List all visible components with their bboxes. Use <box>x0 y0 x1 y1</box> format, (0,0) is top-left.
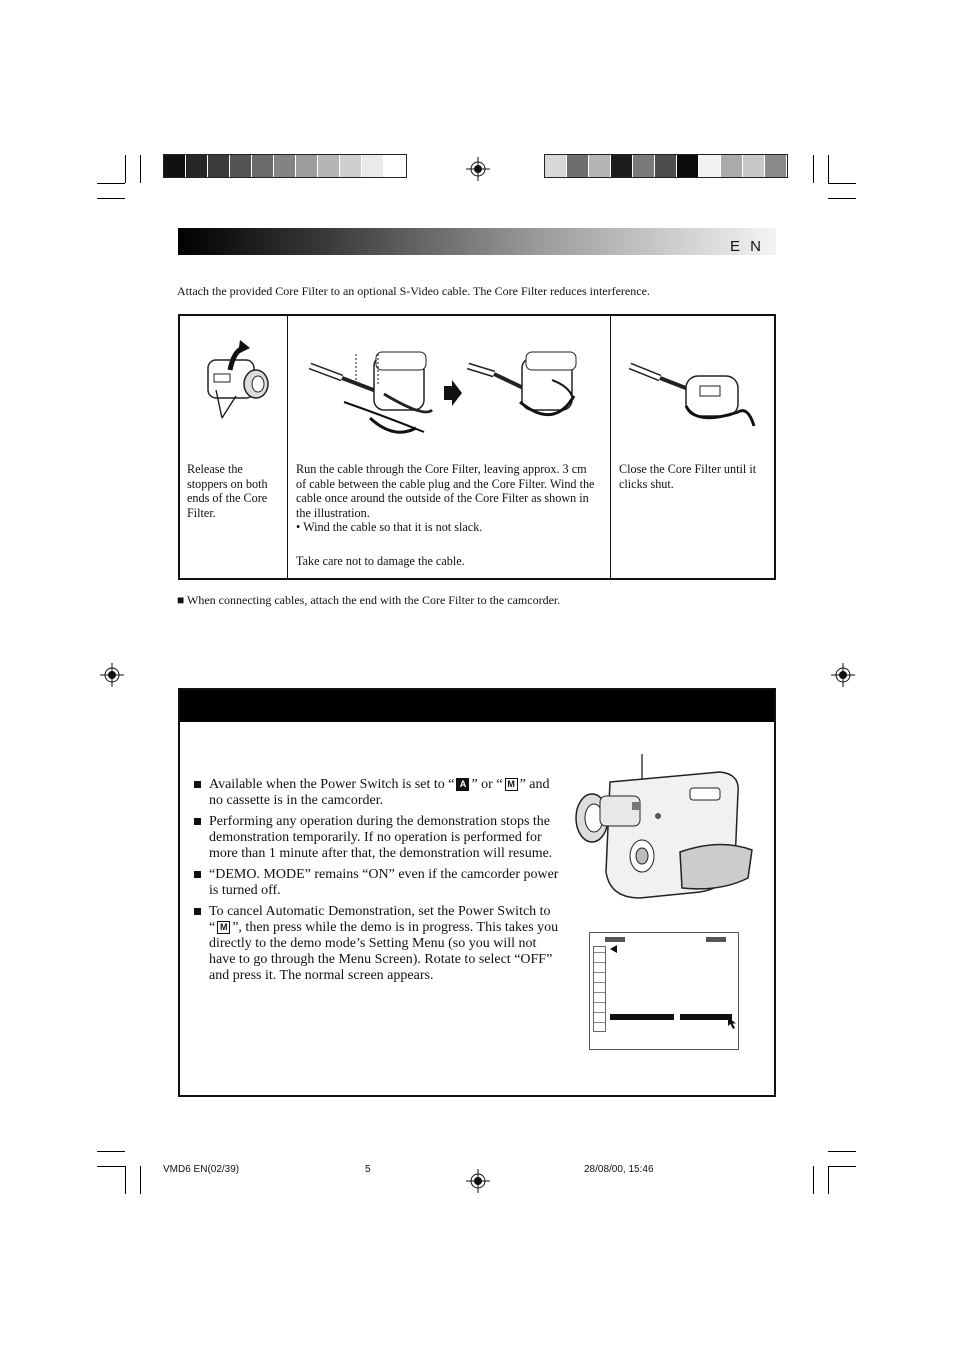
color-bar-left <box>163 154 407 178</box>
screen-icon-column <box>593 946 606 1032</box>
color-swatch <box>743 155 765 177</box>
color-bar-right <box>544 154 788 178</box>
registration-mark-icon <box>466 1169 490 1193</box>
footer-page-number: 5 <box>365 1164 371 1175</box>
crop-mark <box>97 1151 125 1152</box>
color-swatch <box>721 155 743 177</box>
color-swatch <box>186 155 208 177</box>
bullet-icon <box>194 908 201 915</box>
bullet-icon <box>194 818 201 825</box>
registration-mark-icon <box>831 663 855 687</box>
list-item: To cancel Automatic Demonstration, set the Power Switch to “ M ”, then press while the demo is in progress. This takes you directly to the demo mode’s Setting Menu (so you will not have to go through the Menu Screen). Rotate to select “OFF” and press it. The normal screen appears. <box>194 904 559 984</box>
cable-threading-illustration <box>304 348 440 436</box>
crop-mark <box>828 1166 856 1167</box>
color-swatch <box>340 155 362 177</box>
list-item: “DEMO. MODE” remains “ON” even if the camcorder power is turned off. <box>194 867 559 899</box>
bullet-icon <box>194 871 201 878</box>
registration-mark-icon <box>466 157 490 181</box>
list-item: Available when the Power Switch is set to “ A ” or “ M ” and no cassette is in the camcorder. <box>194 777 559 809</box>
setting-menu-screen <box>589 932 739 1050</box>
crop-mark <box>125 1166 126 1194</box>
screen-tab-left <box>605 937 625 942</box>
table-divider <box>610 316 611 578</box>
crop-mark <box>828 1151 856 1152</box>
color-swatch <box>567 155 589 177</box>
color-swatch <box>296 155 318 177</box>
crop-mark <box>97 198 125 199</box>
color-swatch <box>384 155 406 177</box>
core-filter-open-illustration <box>200 340 280 420</box>
core-filter-table <box>178 314 776 580</box>
demo-section-header <box>180 690 774 722</box>
list-item: Performing any operation during the demonstration stops the demonstration temporarily. If no operation is performed for more than 1 minute after that, the demonstration will resume. <box>194 814 559 862</box>
crop-mark <box>813 155 814 183</box>
cable-wound-illustration <box>464 350 588 430</box>
color-swatch <box>589 155 611 177</box>
table-divider <box>287 316 288 578</box>
step1-text: Release the stoppers on both ends of the Core Filter. <box>187 462 268 520</box>
manual-mode-icon: M <box>217 921 230 934</box>
color-swatch <box>655 155 677 177</box>
selected-item-bar <box>610 1014 674 1020</box>
connection-note: ■ When connecting cables, attach the end with the Core Filter to the camcorder. <box>177 593 561 607</box>
color-swatch <box>164 155 186 177</box>
camcorder-illustration <box>570 752 760 902</box>
color-swatch <box>362 155 384 177</box>
manual-mode-icon: M <box>505 778 518 791</box>
step2-caution: Take care not to damage the cable. <box>296 554 465 568</box>
core-filter-intro: Attach the provided Core Filter to an optional S-Video cable. The Core Filter reduces interference. <box>177 284 650 298</box>
arrow-right-icon <box>442 380 462 406</box>
color-swatch <box>230 155 252 177</box>
menu-pointer-icon <box>610 945 618 953</box>
crop-mark <box>828 198 856 199</box>
color-swatch <box>611 155 633 177</box>
crop-mark <box>828 1166 829 1194</box>
language-label: E N <box>730 238 765 255</box>
color-swatch <box>633 155 655 177</box>
screen-tab-right <box>706 937 726 942</box>
crop-mark <box>97 183 125 184</box>
color-swatch <box>274 155 296 177</box>
color-swatch <box>318 155 340 177</box>
core-filter-closed-illustration <box>626 356 756 432</box>
step3-text: Close the Core Filter until it clicks shut. <box>619 462 757 491</box>
bullet-icon <box>194 781 201 788</box>
crop-mark <box>140 1166 141 1194</box>
crop-mark <box>140 155 141 183</box>
crop-mark <box>125 155 126 183</box>
registration-mark-icon <box>100 663 124 687</box>
selected-value-bar <box>680 1014 732 1020</box>
color-swatch <box>545 155 567 177</box>
step2-bullet: • Wind the cable so that it is not slack. <box>296 520 483 534</box>
crop-mark <box>828 155 829 183</box>
crop-mark <box>97 1166 125 1167</box>
footer-timestamp: 28/08/00, 15:46 <box>584 1164 654 1175</box>
color-swatch <box>208 155 230 177</box>
footer-file-id: VMD6 EN(02/39) <box>163 1164 240 1175</box>
crop-mark <box>828 183 856 184</box>
color-swatch <box>252 155 274 177</box>
color-swatch <box>765 155 787 177</box>
color-swatch <box>677 155 699 177</box>
auto-mode-icon: A <box>456 778 469 791</box>
section-header-band <box>178 228 776 255</box>
demo-bullet-list <box>194 777 559 989</box>
cursor-arrow-icon <box>728 1017 738 1029</box>
color-swatch <box>699 155 721 177</box>
crop-mark <box>813 1166 814 1194</box>
step2-text: Run the cable through the Core Filter, leaving approx. 3 cm of cable between the cable plug and the Core Filter. Wind the cable once around the outside of the Core Filter as shown in the illustration. <box>296 462 595 520</box>
